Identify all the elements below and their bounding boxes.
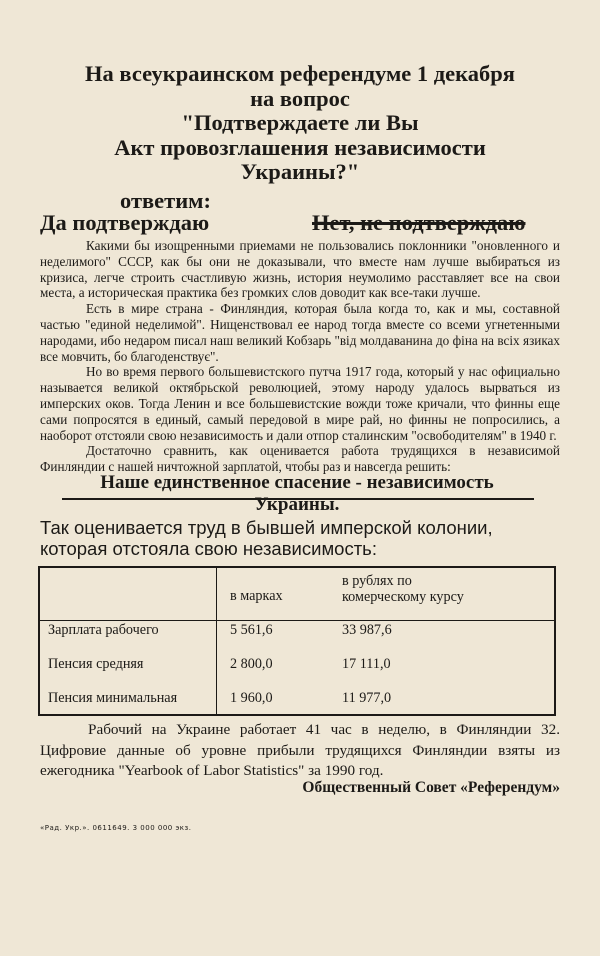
table-header-divider xyxy=(40,620,554,621)
answer-no-struck: Нет, не подтверждаю xyxy=(312,210,526,235)
answer-label: ответим: xyxy=(120,188,211,213)
footer-paragraph: Рабочий на Украине работает 41 час в неделю, в Финляндии 32. Цифровие данные об уровне прибыли трудящихся Финляндии взяты из ежегодника "Yearbook of Labor Statistics" за 1990 год. xyxy=(40,721,560,779)
header-marks: в марках xyxy=(230,588,283,604)
row-marks: 1 960,0 xyxy=(230,690,273,706)
print-info: «Рад. Укр.». 0611649. 3 000 000 экз. xyxy=(40,824,192,832)
footer-note xyxy=(40,720,560,782)
table-title-line: Так оценивается труд в бывшей имперской колонии, xyxy=(40,517,493,538)
row-label: Пенсия минимальная xyxy=(48,690,178,706)
answer-yes: Да подтверждаю xyxy=(40,210,210,235)
title-line: на вопрос xyxy=(250,85,350,111)
slogan-underline xyxy=(62,498,534,500)
leaflet-title xyxy=(40,62,560,185)
header-rubles-line2: комерческому курсу xyxy=(342,589,464,605)
paragraph: Достаточно сравнить, как оценивается работа трудящихся в независимой Финляндии с нашей ничтожной зарплатой, чтобы раз и навсегда решить: xyxy=(40,443,560,475)
title-line: Акт провозглашения независимости xyxy=(114,134,486,160)
signature: Общественный Совет «Референдум» xyxy=(302,779,560,796)
body-text xyxy=(40,238,560,475)
comparison-table xyxy=(38,566,556,716)
paragraph: Какими бы изощренными приемами не пользовались поклонники "оновленного и неделимого" СССР, как бы они не доказывали, что вместе нам лучше выбираться из кризиса, легче строить счастливую жизнь, история неумолимо расставляет все на свои места, а историческая практика без громких слов доводит как все-таки лучше. xyxy=(40,238,560,301)
slogan: Наше единственное спасение - независимость Украины. xyxy=(100,472,494,515)
row-marks: 2 800,0 xyxy=(230,656,273,672)
table-title xyxy=(40,518,560,559)
row-label: Пенсия средняя xyxy=(48,656,144,672)
table-title-line: которая отстояла свою независимость: xyxy=(40,537,377,559)
row-rubles: 11 977,0 xyxy=(342,690,392,706)
title-line: "Подтверждаете ли Вы xyxy=(181,110,419,135)
row-label: Зарплата рабочего xyxy=(48,622,159,638)
title-line: На всеукраинском референдуме 1 декабря xyxy=(85,61,515,86)
paragraph: Но во время первого большевистского путча 1917 года, который у нас официально называется великой октябрьской революцией, этому народу удалось вырваться из имперских оков. Тогда Ленин и все большевистские вожди тоже кричали, что финны еще сами попросятся в единый, самый передовой в мире рай, но финны не попросились, а наоборот отстояли свою независимость и дали отпор сталинским "освободителям" в 1940 г. xyxy=(40,364,560,443)
row-rubles: 33 987,6 xyxy=(342,622,392,638)
paragraph: Есть в мире страна - Финляндия, которая была когда то, как и мы, составной частью "единой неделимой". Нищенствовал ее народ тогда вместе со всеми угнетенными народами, ибо недаром писал наш великий Кобзарь "від молдаванина до фіна на всіх язиках все мовчить, бо благоденствує". xyxy=(40,301,560,364)
header-rubles-line1: в рублях по xyxy=(342,573,412,589)
row-rubles: 17 111,0 xyxy=(342,656,391,672)
title-line: Украины?" xyxy=(240,159,360,184)
row-marks: 5 561,6 xyxy=(230,622,273,638)
table-divider xyxy=(216,568,217,714)
